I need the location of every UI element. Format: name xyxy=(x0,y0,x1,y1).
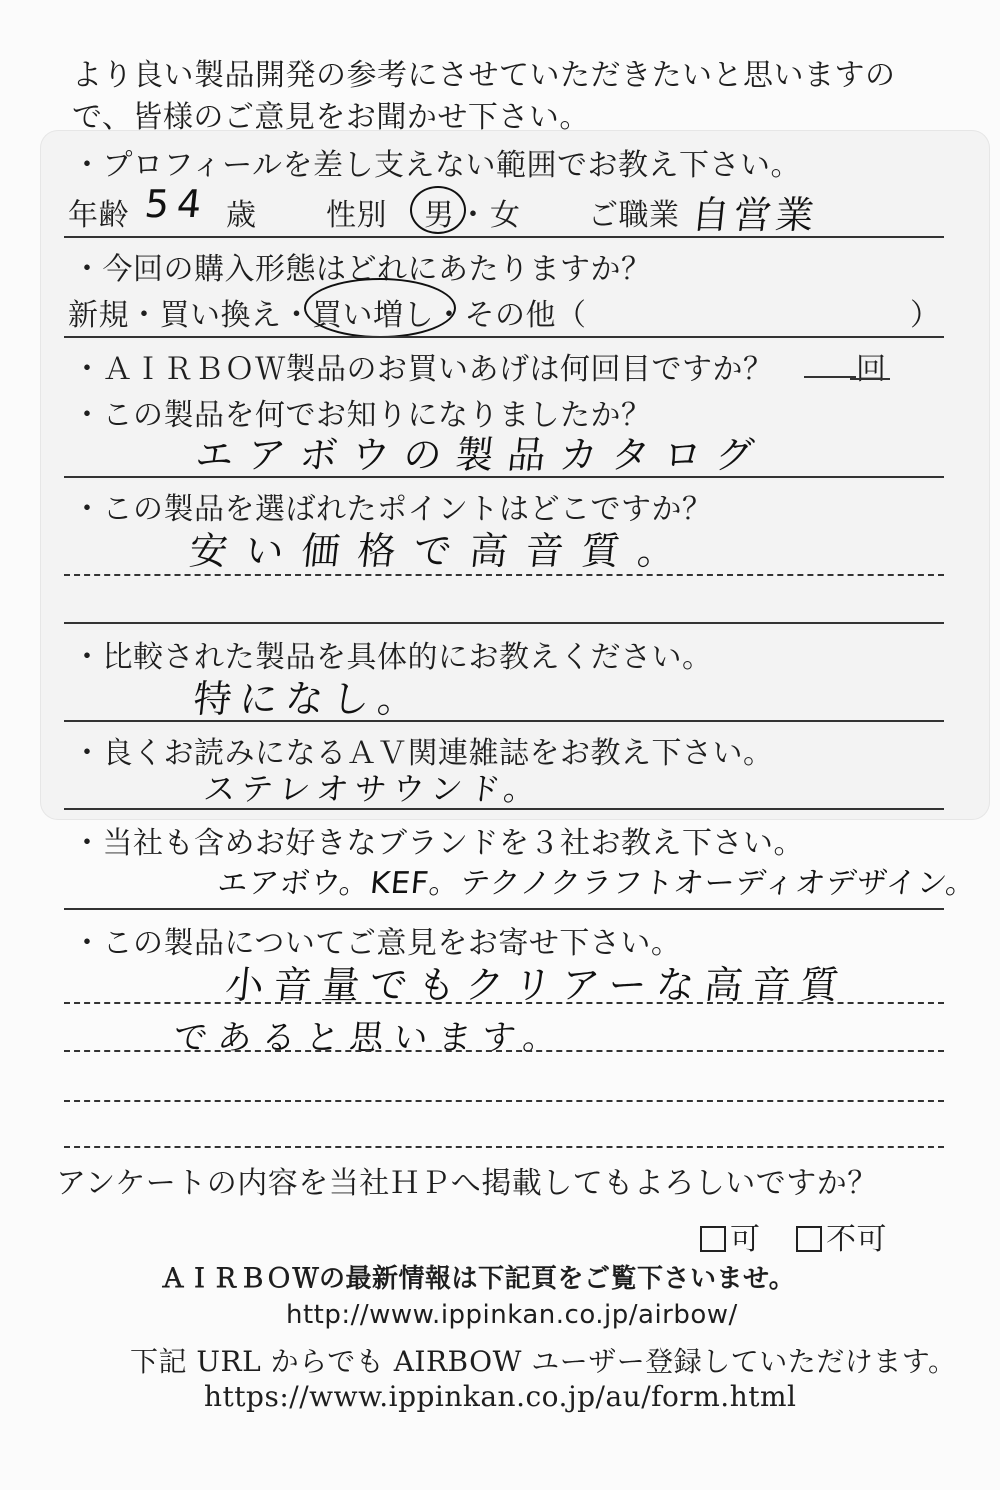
purchase-count-blank[interactable] xyxy=(804,376,856,378)
magazine-answer[interactable]: ステレオサウンド。 xyxy=(201,770,544,808)
how-know-question: ・この製品を何でお知りになりましたか？ xyxy=(72,398,652,433)
reason-answer[interactable]: 安い価格で高音質。 xyxy=(187,529,696,573)
gender-separator: ・ xyxy=(458,198,489,233)
checkbox-no-icon[interactable] xyxy=(796,1226,822,1252)
profile-question: ・プロフィールを差し支えない範囲でお教え下さい。 xyxy=(72,148,801,183)
reason-question: ・この製品を選ばれたポイントはどこですか？ xyxy=(72,492,713,527)
compared-question: ・比較された製品を具体的にお教えください。 xyxy=(72,640,713,675)
publish-option-no[interactable] xyxy=(796,1214,887,1258)
reason-answer-line-1 xyxy=(64,574,944,576)
how-know-answer[interactable]: エアボウの製品カタログ xyxy=(193,433,770,477)
purchase-count-unit-underline xyxy=(850,378,890,380)
opinion-answer-line-1[interactable]: 小音量でもクリアーな高音質 xyxy=(223,963,851,1007)
magazine-question: ・良くお読みになるＡＶ関連雑誌をお教え下さい。 xyxy=(72,736,774,771)
publish-option-yes[interactable] xyxy=(700,1214,761,1258)
gender-male-option[interactable]: 男 xyxy=(424,198,455,233)
publish-question: アンケートの内容を当社ＨＰへ掲載してもよろしいですか？ xyxy=(56,1166,878,1201)
age-label: 年齢 xyxy=(68,198,129,233)
footer-headline: ＡＩＲＢＯＷの最新情報は下記頁をご覧下さいませ。 xyxy=(160,1264,796,1294)
intro-line-1: より良い製品開発の参考にさせていただきたいと思いますの xyxy=(72,58,896,93)
opinion-question: ・この製品についてご意見をお寄せ下さい。 xyxy=(72,926,682,961)
publish-option-no-label: 不可 xyxy=(826,1222,887,1257)
brands-answer[interactable]: エアボウ。KEF。テクノクラフトオーディオデザイン。 xyxy=(215,866,979,901)
purchase-type-options[interactable]: 新規・買い換え・買い増し・その他（ xyxy=(68,298,587,333)
footer-register-text: 下記 URL からでも AIRBOW ユーザー登録していただけます。 xyxy=(130,1345,957,1378)
purchase-count-question: ・ＡＩＲＢＯＷ製品のお買いあげは何回目ですか？ xyxy=(72,352,774,387)
compared-answer[interactable]: 特になし。 xyxy=(191,677,426,721)
opinion-line-4 xyxy=(64,1146,944,1148)
footer-url-1[interactable]: http://www.ippinkan.co.jp/airbow/ xyxy=(286,1300,738,1330)
how-know-underline xyxy=(64,476,944,478)
purchase-type-selected-circle-mark xyxy=(304,278,456,338)
purchase-type-underline xyxy=(64,336,944,338)
purchase-type-close-paren: ） xyxy=(910,298,941,333)
purchase-count-unit: 回 xyxy=(856,352,887,387)
checkbox-yes-icon[interactable] xyxy=(700,1226,726,1252)
gender-female-option[interactable]: 女 xyxy=(490,198,521,233)
magazine-underline xyxy=(64,808,944,810)
opinion-line-2 xyxy=(64,1050,944,1052)
opinion-answer-line-2[interactable]: であると思います。 xyxy=(171,1018,570,1058)
opinion-line-3 xyxy=(64,1100,944,1102)
age-value[interactable]: 54 xyxy=(142,182,212,226)
occupation-value[interactable]: 自営業 xyxy=(689,193,820,237)
purchase-type-question: ・今回の購入形態はどれにあたりますか？ xyxy=(72,252,652,287)
profile-underline xyxy=(64,236,944,238)
brands-underline xyxy=(64,908,944,910)
occupation-label: ご職業 xyxy=(588,198,680,233)
publish-option-yes-label: 可 xyxy=(730,1222,761,1257)
footer-url-2[interactable]: https://www.ippinkan.co.jp/au/form.html xyxy=(204,1380,797,1413)
brands-question: ・当社も含めお好きなブランドを３社お教え下さい。 xyxy=(72,826,804,861)
opinion-line-1 xyxy=(64,1002,944,1004)
gender-label: 性別 xyxy=(326,198,387,233)
compared-underline xyxy=(64,720,944,722)
reason-answer-line-2 xyxy=(64,622,944,624)
age-unit: 歳 xyxy=(226,198,257,233)
intro-line-2: で、皆様のご意見をお聞かせ下さい。 xyxy=(72,100,590,135)
